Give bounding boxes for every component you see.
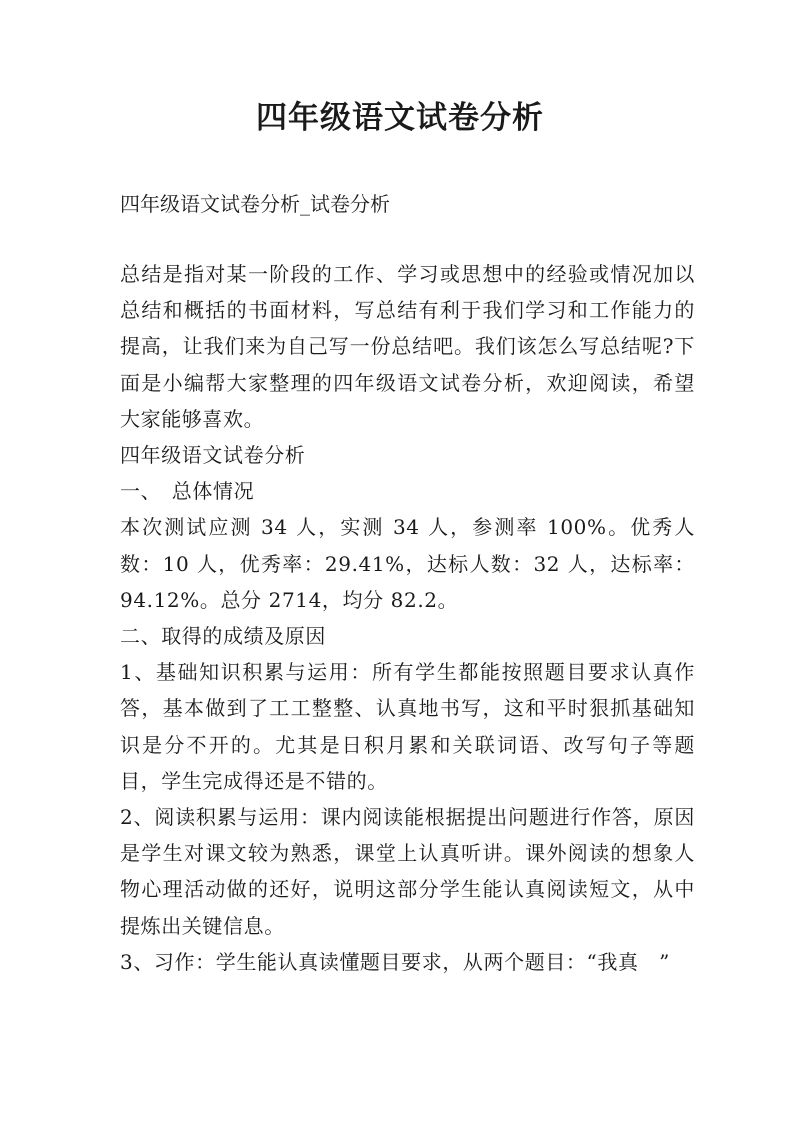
section-heading: 四年级语文试卷分析 (120, 443, 306, 468)
document-subtitle: 四年级语文试卷分析_试卷分析 (120, 192, 390, 216)
section-heading: 二、取得的成绩及原因 (120, 624, 326, 649)
section-heading: 一、 总体情况 (120, 479, 255, 504)
body-paragraph: 本次测试应测 34 人，实测 34 人，参测率 100%。优秀人数：10 人，优秀率：29.41%，达标人数：32 人，达标率：94.12%。总分 2714，均分 82.2。 (120, 515, 695, 612)
body-paragraph: 1、基础知识积累与运用：所有学生都能按照题目要求认真作答，基本做到了工工整整、认真地书写，这和平时狠抓基础知识是分不开的。尤其是日积月累和关联词语、改写句子等题目，学生完成得还是不错的。 (120, 660, 695, 793)
document-body (120, 256, 695, 980)
document-title: 四年级语文试卷分析 (256, 100, 544, 136)
body-paragraph: 3、习作：学生能认真读懂题目要求，从两个题目：“我真 ” (120, 949, 670, 974)
body-paragraph: 2、阅读积累与运用：课内阅读能根据提出问题进行作答，原因是学生对课文较为熟悉，课堂上认真听讲。课外阅读的想象人物心理活动做的还好，说明这部分学生能认真阅读短文，从中提炼出关键信息。 (120, 805, 695, 938)
intro-paragraph: 总结是指对某一阶段的工作、学习或思想中的经验或情况加以总结和概括的书面材料，写总结有利于我们学习和工作能力的提高，让我们来为自己写一份总结吧。我们该怎么写总结呢?下面是小编帮大家整理的四年级语文试卷分析，欢迎阅读，希望大家能够喜欢。 (120, 262, 695, 431)
